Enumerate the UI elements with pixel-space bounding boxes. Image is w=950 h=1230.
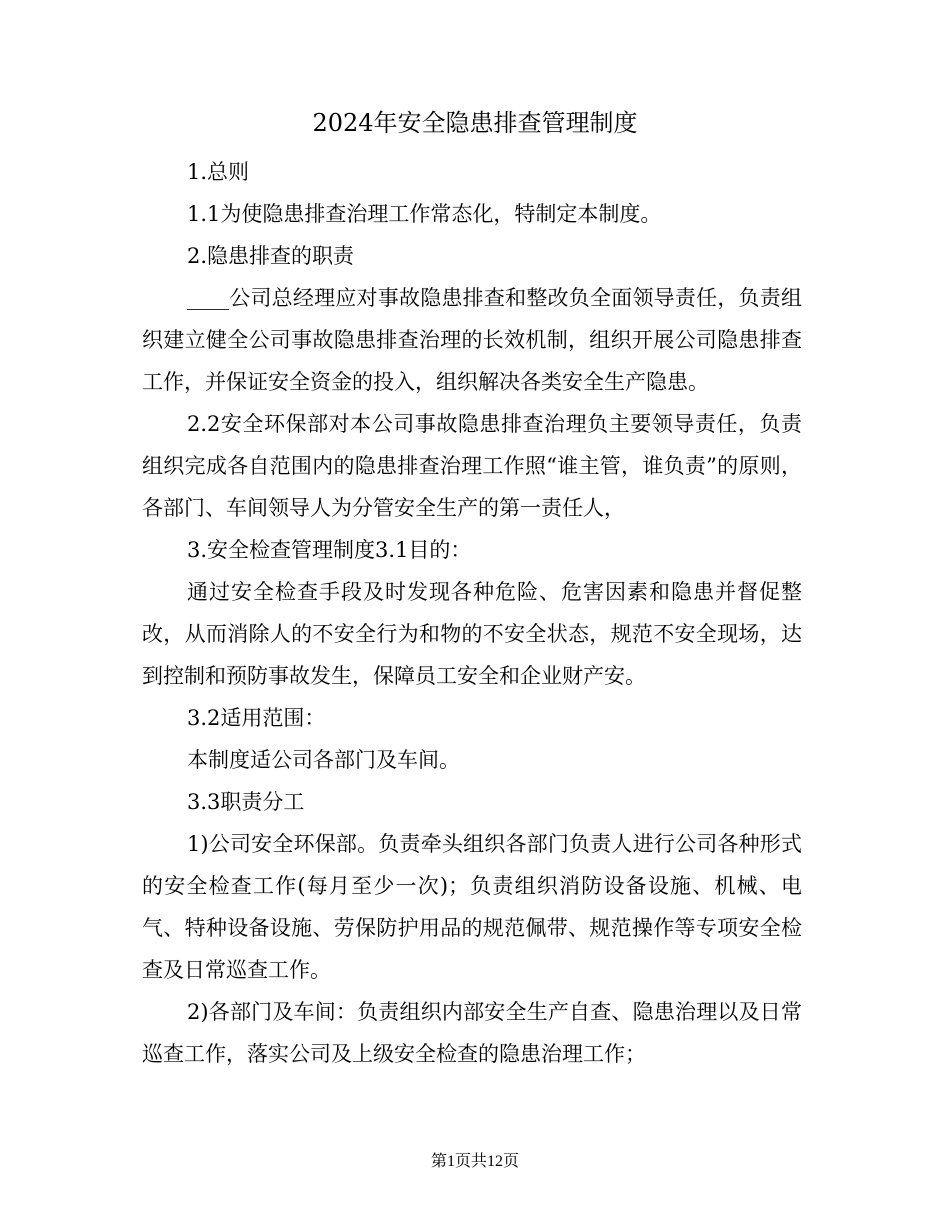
paragraph: 3.2适用范围： <box>187 706 326 730</box>
paragraph: 通过安全检查手段及时发现各种危险、危害因素和隐患并督促整改，从而消除人的不安全行为和物的不安全状态，规范不安全现场，达到控制和预防事故发生，保障员工安全和企业财产安。 <box>142 580 802 688</box>
paragraph: 2)各部门及车间：负责组织内部安全生产自查、隐患治理以及日常巡查工作，落实公司及上级安全检查的隐患治理工作； <box>142 1000 802 1066</box>
paragraph: 3.安全检查管理制度3.1目的： <box>187 538 472 562</box>
paragraph: 3.3职责分工 <box>187 790 305 814</box>
paragraph: 1.1为使隐患排查治理工作常态化，特制定本制度。 <box>187 202 662 226</box>
page-number-footer: 第1页共12页 <box>430 1153 519 1170</box>
paragraph: 2.隐患排查的职责 <box>187 244 355 268</box>
paragraph: 1)公司安全环保部。负责牵头组织各部门负责人进行公司各种形式的安全检查工作(每月至少一次)；负责组织消防设备设施、机械、电气、特种设备设施、劳保防护用品的规范佩带、规范操作等专项安全检查及日常巡查工作。 <box>142 832 802 982</box>
paragraph: 本制度适公司各部门及车间。 <box>187 748 460 772</box>
document-title: 2024年安全隐患排查管理制度 <box>312 109 638 137</box>
paragraph: ____公司总经理应对事故隐患排查和整改负全面领导责任，负责组织建立健全公司事故隐患排查治理的长效机制，组织开展公司隐患排查工作，并保证安全资金的投入，组织解决各类安全生产隐患。 <box>142 286 802 394</box>
paragraph: 1.总则 <box>187 160 250 184</box>
document-body <box>142 151 802 1075</box>
paragraph: 2.2安全环保部对本公司事故隐患排查治理负主要领导责任，负责组织完成各自范围内的隐患排查治理工作照“谁主管，谁负责”的原则，各部门、车间领导人为分管安全生产的第一责任人， <box>142 412 802 520</box>
